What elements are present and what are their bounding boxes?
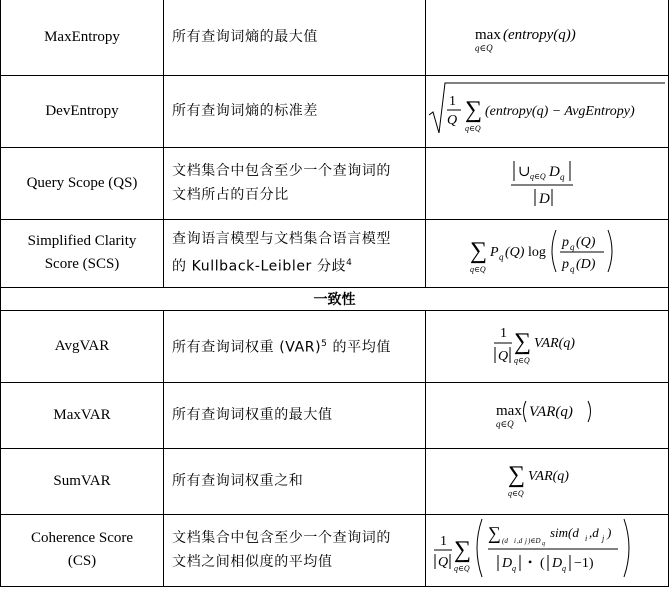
subscript: q∈Q <box>496 419 514 429</box>
metric-name <box>1 219 164 287</box>
subscript: i <box>514 537 516 545</box>
metric-description <box>164 514 426 586</box>
table-row <box>1 448 669 514</box>
formula-cell <box>426 514 669 586</box>
sum-symbol: ∑ <box>454 537 472 563</box>
subscript: )∈D <box>528 537 541 545</box>
subscript: q <box>570 264 575 274</box>
sumvar-formula <box>502 454 592 504</box>
formula-body: VAR(q) <box>528 469 569 484</box>
metric-description: 所有查询词熵的标准差 <box>164 75 426 147</box>
subscript: q <box>542 541 545 547</box>
subscript: j <box>525 537 527 545</box>
formula-cell <box>426 382 669 448</box>
numerator: 1 <box>440 534 447 549</box>
denominator: (D) <box>576 257 596 272</box>
formula-body: ( <box>540 556 545 571</box>
denominator: −1) <box>574 556 594 571</box>
max-operator: max <box>475 27 501 44</box>
metric-name-line: Coherence Score <box>30 530 134 546</box>
description-line: 文档集合中包含至少一个查询词的 <box>172 530 391 546</box>
metric-name: AvgVAR <box>1 310 164 382</box>
formula-body: ) <box>607 525 612 540</box>
formula-cell <box>426 219 669 287</box>
denominator: D <box>502 556 513 571</box>
subscript: q∈Q <box>470 265 486 274</box>
table-row <box>1 0 669 75</box>
description-line: 文档所占的百分比 <box>172 187 289 203</box>
denominator: D <box>539 191 550 207</box>
table-row <box>1 310 669 382</box>
numerator: p <box>562 235 569 250</box>
formula-cell <box>426 448 669 514</box>
table-row <box>1 75 669 147</box>
denominator: Q <box>438 555 449 570</box>
sum-symbol: ∑ <box>465 97 483 123</box>
metric-description: 所有查询词权重的最大值 <box>164 382 426 448</box>
metric-name: SumVAR <box>1 448 164 514</box>
formula-body: sim(d <box>550 525 579 540</box>
footnote-marker: 4 <box>346 258 353 269</box>
metric-description: 所有查询词权重 (VAR)$^5$ 的平均值 <box>164 310 426 382</box>
subscript: q∈Q <box>508 489 524 498</box>
formula-body: VAR(q) <box>529 404 573 420</box>
description-line: 的 Kullback-Leibler 分歧$^4$ <box>172 258 353 275</box>
subscript: i <box>585 534 588 543</box>
subscript: q <box>512 564 516 573</box>
metric-name <box>1 147 164 219</box>
subscript: q <box>560 172 565 182</box>
subscript: q∈Q <box>514 356 530 365</box>
subscript: q∈Q <box>475 43 493 54</box>
dev-entropy-formula <box>427 79 667 139</box>
denominator: Q <box>447 113 458 128</box>
subscript: j <box>602 534 605 543</box>
metric-name: DevEntropy <box>1 75 164 147</box>
metric-name: MaxVAR <box>1 382 164 448</box>
denominator: Q <box>498 349 509 364</box>
numerator: (Q) <box>576 235 596 250</box>
formula-cell <box>426 0 669 75</box>
sum-symbol: ∑ <box>470 238 488 264</box>
max-operator: max <box>496 403 522 419</box>
subscript: q∈Q <box>454 564 470 573</box>
scs-formula <box>462 220 632 282</box>
formula-body: (entropy(q) − AvgEntropy) <box>485 104 635 119</box>
sum-symbol: ∑ <box>508 462 526 488</box>
subscript: q <box>499 252 504 262</box>
subscript: q∈Q <box>465 124 481 133</box>
subscript: q <box>562 564 566 573</box>
metric-description: 所有查询词权重之和 <box>164 448 426 514</box>
metric-name: MaxEntropy <box>1 0 164 75</box>
formula-body: D <box>549 164 560 180</box>
metric-name-line: Score (SCS) <box>44 256 120 272</box>
formula-body: (Q) <box>505 245 525 260</box>
sum-symbol: ∑ <box>488 523 501 543</box>
subscript: (d <box>502 537 508 545</box>
subscript: q∈Q <box>530 172 546 181</box>
subscript: q <box>570 242 575 252</box>
description-line: 查询语言模型与文档集合语言模型 <box>172 231 391 248</box>
denominator: p <box>562 257 569 272</box>
description-line: 文档之间相似度的平均值 <box>172 554 333 570</box>
formula-cell <box>426 75 669 147</box>
metric-name-line: Simplified Clarity <box>27 233 137 249</box>
formula-cell <box>426 147 669 219</box>
section-row <box>1 287 669 310</box>
maxvar-formula <box>492 393 602 433</box>
table-row <box>1 514 669 586</box>
formula-body: P <box>490 245 499 260</box>
denominator: D <box>552 556 563 571</box>
metric-name-line: Query Scope (QS) <box>26 174 138 191</box>
numerator: 1 <box>449 94 456 109</box>
formula-body: VAR(q) <box>534 336 575 351</box>
subscript: ,d <box>517 537 523 545</box>
avgvar-formula <box>492 315 602 373</box>
max-entropy-formula <box>467 15 627 55</box>
formula-cell <box>426 310 669 382</box>
description-line: 文档集合中包含至少一个查询词的 <box>172 163 391 179</box>
table-row <box>1 382 669 448</box>
footnote-marker: 5 <box>321 339 328 350</box>
formula-body: ,d <box>589 525 599 540</box>
metric-name-line: (CS) <box>67 553 97 569</box>
log-operator: log <box>528 245 546 260</box>
formula-body: (entropy(q)) <box>503 27 576 44</box>
table-row <box>1 219 669 287</box>
metric-name <box>1 514 164 586</box>
metric-description: 所有查询词熵的最大值 <box>164 0 426 75</box>
numerator: 1 <box>500 326 507 341</box>
table-row <box>1 147 669 219</box>
sum-symbol: ∑ <box>514 329 532 355</box>
metric-description <box>164 147 426 219</box>
union-symbol: ∪ <box>518 164 531 180</box>
query-scope-formula <box>497 151 597 211</box>
coherence-formula <box>432 515 662 581</box>
times-dot: • <box>528 555 533 569</box>
section-title: 一致性 <box>1 287 669 310</box>
metric-description <box>164 219 426 287</box>
